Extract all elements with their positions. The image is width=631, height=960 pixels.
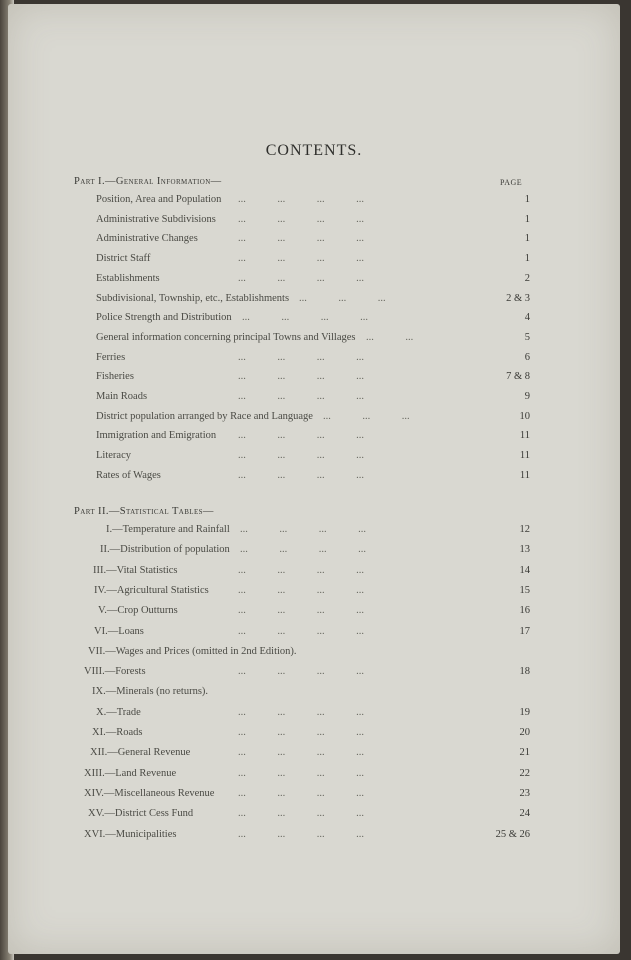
toc-entry-page: 19 xyxy=(519,706,530,718)
toc-entry xyxy=(8,626,620,644)
leader-dots: ... ... xyxy=(366,331,414,343)
leader-dots: ... ... ... ... xyxy=(238,706,364,718)
contents-page xyxy=(8,4,620,954)
toc-entry xyxy=(8,470,620,488)
page-title: CONTENTS. xyxy=(265,142,363,159)
toc-entry xyxy=(8,332,620,350)
toc-entry-label: XIV.—Miscellaneous Revenue xyxy=(84,787,215,799)
toc-entry xyxy=(8,214,620,232)
toc-entry-page: 1 xyxy=(524,213,530,225)
toc-entry xyxy=(8,194,620,212)
toc-entry-page: 17 xyxy=(519,625,530,637)
toc-entry-label: V.—Crop Outturns xyxy=(98,605,178,617)
toc-entry-label: Main Roads xyxy=(96,391,148,402)
leader-dots: ... ... ... ... xyxy=(238,828,364,840)
toc-entry xyxy=(8,371,620,389)
toc-entry-label: I.—Temperature and Rainfall xyxy=(106,524,230,535)
page-column-header: PAGE xyxy=(500,178,523,187)
toc-entry-page: 15 xyxy=(519,584,530,596)
leader-dots: ... ... ... ... xyxy=(238,727,364,738)
toc-entry xyxy=(8,450,620,468)
toc-entry-page: 9 xyxy=(524,391,530,402)
toc-entry-label: IV.—Agricultural Statistics xyxy=(94,584,209,596)
leader-dots: ... ... ... ... xyxy=(238,625,364,637)
leader-dots: ... ... ... ... xyxy=(238,233,364,245)
toc-entry-page: 14 xyxy=(519,564,530,576)
toc-entry xyxy=(8,585,620,603)
leader-dots: ... ... ... ... xyxy=(238,564,364,576)
toc-entry-page: 2 xyxy=(524,272,530,284)
leader-dots: ... ... ... ... xyxy=(238,767,364,779)
toc-entry-label: Establishments xyxy=(96,272,160,284)
toc-entry xyxy=(8,686,620,704)
toc-entry xyxy=(8,707,620,725)
leader-dots: ... ... ... ... xyxy=(238,194,364,205)
leader-dots: ... ... ... ... xyxy=(238,808,364,820)
toc-entry-label: District population arranged by Race and Language xyxy=(96,410,313,422)
toc-entry-label: XV.—District Cess Fund xyxy=(88,808,194,820)
toc-entry-label: IX.—Minerals (no returns). xyxy=(92,686,209,698)
toc-entry xyxy=(8,391,620,409)
toc-entry-label: General information concerning principal Towns and Villages xyxy=(96,331,356,343)
leader-dots: ... ... ... ... xyxy=(238,584,364,596)
leader-dots: ... ... ... ... xyxy=(238,272,364,284)
toc-entry xyxy=(8,605,620,623)
toc-entry xyxy=(8,646,620,664)
leader-dots: ... ... ... ... xyxy=(238,450,364,462)
toc-entry-label: II.—Distribution of population xyxy=(100,544,230,556)
toc-entry-label: XII.—General Revenue xyxy=(90,747,191,759)
toc-entry xyxy=(8,808,620,826)
toc-entry xyxy=(8,666,620,684)
toc-entry xyxy=(8,524,620,542)
leader-dots: ... ... ... ... xyxy=(238,391,364,402)
toc-entry-page: 10 xyxy=(519,410,530,422)
toc-entry xyxy=(8,312,620,330)
toc-entry xyxy=(8,829,620,847)
toc-entry xyxy=(8,430,620,448)
toc-entry-page: 2 & 3 xyxy=(506,292,530,304)
toc-entry-label: Subdivisional, Township, etc., Establishments xyxy=(96,292,290,304)
leader-dots: ... ... ... ... xyxy=(238,605,364,617)
toc-entry-label: XIII.—Land Revenue xyxy=(84,767,177,779)
toc-entry xyxy=(8,565,620,583)
leader-dots: ... ... ... ... xyxy=(238,469,364,481)
toc-entry-label: Ferries xyxy=(96,351,126,363)
leader-dots: ... ... ... ... xyxy=(238,253,364,265)
toc-entry-label: VI.—Loans xyxy=(94,625,144,637)
leader-dots: ... ... ... ... xyxy=(240,544,366,556)
leader-dots: ... ... ... ... xyxy=(238,351,364,363)
toc-entry-label: XVI.—Municipalities xyxy=(84,828,177,840)
toc-entry-page: 5 xyxy=(524,331,530,343)
toc-entry xyxy=(8,544,620,562)
toc-entry xyxy=(8,233,620,251)
toc-entry-label: VIII.—Forests xyxy=(84,666,146,678)
toc-entry-label: Fisheries xyxy=(96,371,134,383)
toc-entry-label: District Staff xyxy=(96,253,151,265)
leader-dots: ... ... ... ... xyxy=(238,666,364,678)
leader-dots: ... ... ... ... xyxy=(242,312,368,324)
toc-entry-page: 13 xyxy=(519,544,530,556)
leader-dots: ... ... ... xyxy=(299,292,386,304)
toc-entry xyxy=(8,768,620,786)
leader-dots: ... ... ... ... xyxy=(238,787,364,799)
toc-entry xyxy=(8,352,620,370)
toc-entry-label: Administrative Changes xyxy=(96,233,198,245)
toc-entry-page: 11 xyxy=(519,469,530,481)
toc-entry-page: 1 xyxy=(524,253,530,265)
toc-entry-label: III.—Vital Statistics xyxy=(93,564,178,576)
leader-dots: ... ... ... ... xyxy=(238,430,364,442)
toc-entry-page: 6 xyxy=(524,351,530,363)
toc-entry-page: 23 xyxy=(519,787,530,799)
leader-dots: ... ... ... ... xyxy=(240,524,366,535)
toc-entry-label: Police Strength and Distribution xyxy=(96,312,232,324)
toc-entry-page: 24 xyxy=(519,808,530,820)
toc-entry-page: 22 xyxy=(519,767,530,779)
toc-entry-label: Literacy xyxy=(96,450,131,462)
toc-entry-label: VII.—Wages and Prices (omitted in 2nd Edition). xyxy=(88,645,297,657)
part1-heading: Part I.—General Information— xyxy=(74,176,222,187)
toc-entry-page: 1 xyxy=(524,194,530,205)
toc-entry xyxy=(8,273,620,291)
toc-entry-page: 4 xyxy=(524,312,530,324)
toc-entry xyxy=(8,747,620,765)
toc-entry-label: Rates of Wages xyxy=(96,469,161,481)
toc-entry-label: Position, Area and Population xyxy=(96,194,222,205)
toc-entry-page: 11 xyxy=(519,450,530,462)
toc-entry-label: X.—Trade xyxy=(96,706,141,718)
leader-dots: ... ... ... xyxy=(323,410,410,422)
toc-entry-page: 7 & 8 xyxy=(506,371,530,383)
toc-entry-page: 18 xyxy=(519,666,530,678)
toc-entry xyxy=(8,788,620,806)
toc-entry-page: 21 xyxy=(519,747,530,759)
leader-dots: ... ... ... ... xyxy=(238,371,364,383)
toc-entry-page: 25 & 26 xyxy=(495,828,530,840)
toc-entry-page: 1 xyxy=(524,233,530,245)
part2-heading: Part II.—Statistical Tables— xyxy=(74,506,214,517)
toc-entry xyxy=(8,411,620,429)
toc-entry-label: XI.—Roads xyxy=(92,727,143,738)
toc-entry-page: 12 xyxy=(519,524,530,535)
toc-entry xyxy=(8,253,620,271)
toc-entry-label: Administrative Subdivisions xyxy=(96,213,216,225)
leader-dots: ... ... ... ... xyxy=(238,213,364,225)
toc-entry-page: 11 xyxy=(519,430,530,442)
leader-dots: ... ... ... ... xyxy=(238,747,364,759)
toc-entry-label: Immigration and Emigration xyxy=(96,430,217,442)
toc-entry xyxy=(8,293,620,311)
toc-entry xyxy=(8,727,620,745)
toc-entry-page: 20 xyxy=(519,727,530,738)
toc-entry-page: 16 xyxy=(519,605,530,617)
